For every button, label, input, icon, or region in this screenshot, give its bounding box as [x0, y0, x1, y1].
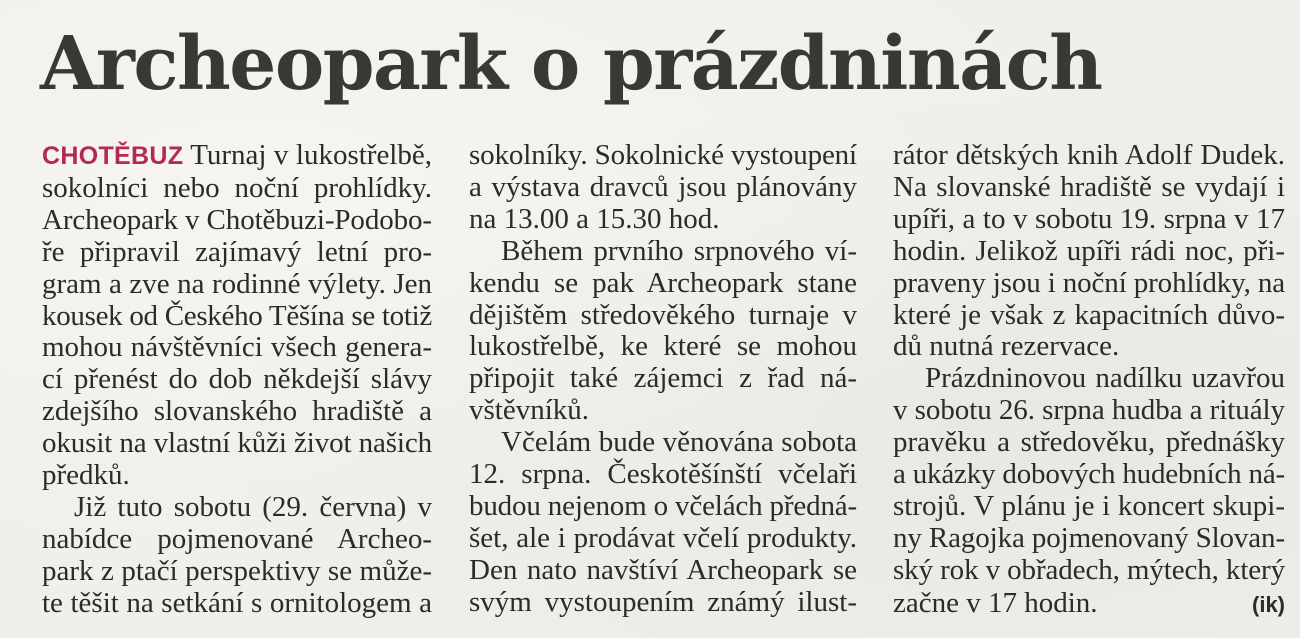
paragraph-line: strojů. V plánu je i koncert skupi-: [893, 489, 1285, 522]
paragraph-line: gram a zve na rodinné výlety. Jen: [42, 267, 432, 300]
paragraph-line: okusit na vlastní kůži život našich: [42, 427, 433, 460]
paragraph-line: Den nato navštíví Archeopark se: [469, 553, 857, 586]
paragraph-line: vštěvníků.: [469, 394, 590, 427]
paragraph-line: lukostřelbě, ke které se mohou: [469, 330, 857, 363]
paragraph: [469, 236, 857, 427]
paragraph-line: svým vystoupením známý ilust-: [469, 585, 857, 618]
paragraph-line: hodin. Jelikož upíři rádi noc, při-: [893, 234, 1285, 267]
paragraph-line: dů nutná rezervace.: [893, 330, 1120, 363]
paragraph: [893, 363, 1285, 620]
paragraph-line: v sobotu 26. srpna hudba a rituály: [893, 394, 1285, 427]
article-column-3: [893, 140, 1285, 621]
paragraph-line: začne v 17 hodin.: [893, 586, 1098, 619]
paragraph-line: Archeopark v Chotěbuzi-Podobo-: [42, 203, 432, 236]
paragraph-line: budou nejenom o včelách předná-: [469, 489, 857, 522]
paragraph-line: které je však z kapacitních důvo-: [893, 298, 1285, 331]
paragraph-line: ny Ragojka pojmenovaný Slovan-: [893, 521, 1285, 554]
paragraph-line: sokolníky. Sokolnické vystoupení: [469, 139, 857, 171]
paragraph-line: kendu se pak Archeopark stane: [469, 266, 857, 299]
paragraph-line: ský rok v obřadech, mýtech, který: [893, 553, 1285, 586]
headline: Archeopark o prázdninách: [40, 21, 1102, 107]
article-column-1: [42, 140, 432, 620]
paragraph-line: Během prvního srpnového ví-: [501, 234, 857, 267]
paragraph-line: předků.: [42, 459, 130, 492]
paragraph-line: Na slovanské hradiště se vydají i: [893, 170, 1285, 203]
paragraph: [42, 492, 432, 620]
paragraph-line: a ukázky dobových hudebních ná-: [893, 458, 1285, 491]
paragraph-line: te těšit na setkání s ornitologem a: [42, 586, 432, 619]
dateline: CHOTĚBUZ: [42, 142, 184, 170]
paragraph-line: na 13.00 a 15.30 hod.: [469, 202, 720, 235]
paragraph-line: mohou návštěvníci všech genera-: [42, 331, 432, 364]
paragraph-line: praveny jsou i noční prohlídky, na: [893, 266, 1285, 299]
paragraph-line: zdejšího slovanského hradiště a: [42, 395, 432, 428]
paragraph-line: Turnaj v lukostřelbě,: [183, 139, 432, 171]
paragraph: [469, 427, 857, 618]
paragraph-line: rátor dětských knih Adolf Dudek.: [893, 139, 1285, 171]
paragraph: [469, 140, 857, 236]
paragraph-line: pravěku a středověku, přednášky: [893, 426, 1285, 459]
paragraph-line: nabídce pojmenované Archeo-: [42, 522, 432, 555]
paragraph-line: připojit také zájemci z řad ná-: [469, 362, 857, 395]
author-signature: (ik): [1252, 591, 1285, 617]
paragraph-line: 12. srpna. Českotěšínští včelaři: [469, 458, 857, 491]
paragraph-line: Již tuto sobotu (29. června) v: [74, 490, 432, 523]
paragraph-line: park z ptačí perspektivy se může-: [42, 554, 432, 587]
paragraph-line: dějištěm středověkého turnaje v: [469, 298, 857, 331]
paragraph: [893, 140, 1285, 363]
article-column-2: [469, 140, 857, 619]
paragraph-line: šet, ale i prodávat včelí produkty.: [469, 521, 857, 554]
paragraph-line: a výstava dravců jsou plánovány: [469, 170, 857, 203]
paragraph: [42, 140, 432, 492]
paragraph-line: Včelám bude věnována sobota: [501, 426, 857, 459]
paragraph-line: upíři, a to v sobotu 19. srpna v 17: [893, 202, 1285, 235]
paragraph-line: kousek od Českého Těšína se totiž: [42, 299, 432, 332]
paragraph-line: cí přenést do dob někdejší slávy: [42, 363, 432, 396]
paragraph-line: Prázdninovou nadílku uzavřou: [925, 362, 1285, 395]
paragraph-line: sokolníci nebo noční prohlídky.: [42, 171, 432, 204]
paragraph-line: ře připravil zajímavý letní pro-: [42, 235, 432, 268]
closing-line: [893, 587, 1285, 621]
